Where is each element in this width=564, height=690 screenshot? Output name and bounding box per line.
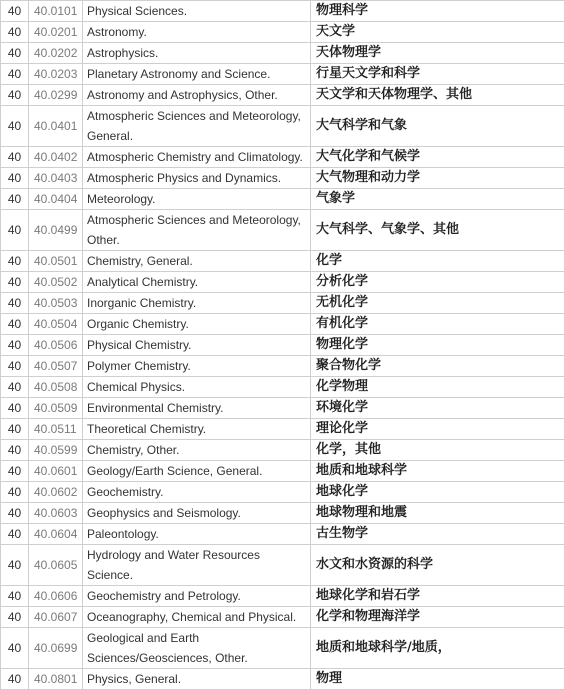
table-row <box>1 607 564 628</box>
code-cell: 40.0604 <box>29 524 83 545</box>
chinese-title-cell: 天文学和天体物理学、其他 <box>311 85 564 106</box>
code-cell: 40.0404 <box>29 189 83 210</box>
series-cell: 40 <box>1 147 29 168</box>
english-title-cell: Meteorology. <box>83 189 311 210</box>
english-title-cell: Chemistry, Other. <box>83 440 311 461</box>
chinese-title-cell: 行星天文学和科学 <box>311 64 564 85</box>
table-row <box>1 398 564 419</box>
table-row <box>1 168 564 189</box>
table-row <box>1 628 564 669</box>
table-row <box>1 356 564 377</box>
series-cell: 40 <box>1 356 29 377</box>
table-row <box>1 419 564 440</box>
chinese-title-cell: 大气科学和气象 <box>311 106 564 147</box>
chinese-title-cell: 化学，其他 <box>311 440 564 461</box>
series-cell: 40 <box>1 419 29 440</box>
code-cell: 40.0601 <box>29 461 83 482</box>
table-row <box>1 251 564 272</box>
chinese-title-cell: 大气物理和动力学 <box>311 168 564 189</box>
series-cell: 40 <box>1 85 29 106</box>
english-title-cell: Physics, General. <box>83 669 311 690</box>
table-row <box>1 545 564 586</box>
chinese-title-cell: 天体物理学 <box>311 43 564 64</box>
series-cell: 40 <box>1 628 29 669</box>
series-cell: 40 <box>1 545 29 586</box>
english-title-cell: Astronomy. <box>83 22 311 43</box>
chinese-title-cell: 地质和地球科学 <box>311 461 564 482</box>
code-cell: 40.0501 <box>29 251 83 272</box>
english-title-cell: Polymer Chemistry. <box>83 356 311 377</box>
chinese-title-cell: 大气化学和气候学 <box>311 147 564 168</box>
series-cell: 40 <box>1 22 29 43</box>
table-row <box>1 335 564 356</box>
code-cell: 40.0403 <box>29 168 83 189</box>
chinese-title-cell: 地质和地球科学/地质， <box>311 628 564 669</box>
code-cell: 40.0509 <box>29 398 83 419</box>
english-title-cell: Planetary Astronomy and Science. <box>83 64 311 85</box>
table-row <box>1 106 564 147</box>
table-row <box>1 293 564 314</box>
chinese-title-cell: 有机化学 <box>311 314 564 335</box>
english-title-cell: Geology/Earth Science, General. <box>83 461 311 482</box>
code-cell: 40.0504 <box>29 314 83 335</box>
series-cell: 40 <box>1 272 29 293</box>
chinese-title-cell: 化学和物理海洋学 <box>311 607 564 628</box>
series-cell: 40 <box>1 251 29 272</box>
series-cell: 40 <box>1 210 29 251</box>
chinese-title-cell: 地球物理和地震 <box>311 503 564 524</box>
series-cell: 40 <box>1 482 29 503</box>
chinese-title-cell: 化学物理 <box>311 377 564 398</box>
table-row <box>1 461 564 482</box>
code-cell: 40.0599 <box>29 440 83 461</box>
table-row <box>1 64 564 85</box>
english-title-cell: Astronomy and Astrophysics, Other. <box>83 85 311 106</box>
code-cell: 40.0699 <box>29 628 83 669</box>
english-title-cell: Physical Chemistry. <box>83 335 311 356</box>
chinese-title-cell: 地球化学 <box>311 482 564 503</box>
chinese-title-cell: 古生物学 <box>311 524 564 545</box>
code-cell: 40.0603 <box>29 503 83 524</box>
english-title-cell: Geochemistry. <box>83 482 311 503</box>
table-row <box>1 440 564 461</box>
series-cell: 40 <box>1 524 29 545</box>
english-title-cell: Physical Sciences. <box>83 1 311 22</box>
chinese-title-cell: 环境化学 <box>311 398 564 419</box>
english-title-cell: Inorganic Chemistry. <box>83 293 311 314</box>
table-row <box>1 1 564 22</box>
english-title-cell: Atmospheric Chemistry and Climatology. <box>83 147 311 168</box>
table-row <box>1 314 564 335</box>
code-cell: 40.0507 <box>29 356 83 377</box>
english-title-cell: Geophysics and Seismology. <box>83 503 311 524</box>
chinese-title-cell: 地球化学和岩石学 <box>311 586 564 607</box>
series-cell: 40 <box>1 461 29 482</box>
table-row <box>1 503 564 524</box>
series-cell: 40 <box>1 106 29 147</box>
code-cell: 40.0511 <box>29 419 83 440</box>
chinese-title-cell: 气象学 <box>311 189 564 210</box>
series-cell: 40 <box>1 43 29 64</box>
english-title-cell: Astrophysics. <box>83 43 311 64</box>
series-cell: 40 <box>1 607 29 628</box>
code-cell: 40.0401 <box>29 106 83 147</box>
table-row <box>1 482 564 503</box>
code-cell: 40.0299 <box>29 85 83 106</box>
english-title-cell: Atmospheric Physics and Dynamics. <box>83 168 311 189</box>
chinese-title-cell: 化学 <box>311 251 564 272</box>
table-row <box>1 586 564 607</box>
series-cell: 40 <box>1 503 29 524</box>
chinese-title-cell: 分析化学 <box>311 272 564 293</box>
code-cell: 40.0203 <box>29 64 83 85</box>
chinese-title-cell: 物理科学 <box>311 1 564 22</box>
chinese-title-cell: 水文和水资源的科学 <box>311 545 564 586</box>
series-cell: 40 <box>1 586 29 607</box>
table-row <box>1 669 564 690</box>
table-row <box>1 272 564 293</box>
english-title-cell: Analytical Chemistry. <box>83 272 311 293</box>
english-title-cell: Organic Chemistry. <box>83 314 311 335</box>
table-row <box>1 189 564 210</box>
code-cell: 40.0801 <box>29 669 83 690</box>
chinese-title-cell: 理论化学 <box>311 419 564 440</box>
chinese-title-cell: 无机化学 <box>311 293 564 314</box>
series-cell: 40 <box>1 168 29 189</box>
english-title-cell: Atmospheric Sciences and Meteorology, Other. <box>83 210 311 251</box>
english-title-cell: Hydrology and Water Resources Science. <box>83 545 311 586</box>
series-cell: 40 <box>1 64 29 85</box>
code-cell: 40.0606 <box>29 586 83 607</box>
table-row <box>1 147 564 168</box>
english-title-cell: Chemical Physics. <box>83 377 311 398</box>
table-row <box>1 85 564 106</box>
code-cell: 40.0402 <box>29 147 83 168</box>
series-cell: 40 <box>1 293 29 314</box>
table-row <box>1 210 564 251</box>
english-title-cell: Atmospheric Sciences and Meteorology, General. <box>83 106 311 147</box>
code-cell: 40.0503 <box>29 293 83 314</box>
english-title-cell: Paleontology. <box>83 524 311 545</box>
code-cell: 40.0502 <box>29 272 83 293</box>
chinese-title-cell: 聚合物化学 <box>311 356 564 377</box>
code-cell: 40.0508 <box>29 377 83 398</box>
series-cell: 40 <box>1 189 29 210</box>
chinese-title-cell: 大气科学、气象学、其他 <box>311 210 564 251</box>
code-cell: 40.0201 <box>29 22 83 43</box>
table-row <box>1 22 564 43</box>
english-title-cell: Environmental Chemistry. <box>83 398 311 419</box>
code-cell: 40.0607 <box>29 607 83 628</box>
series-cell: 40 <box>1 377 29 398</box>
english-title-cell: Theoretical Chemistry. <box>83 419 311 440</box>
code-cell: 40.0506 <box>29 335 83 356</box>
series-cell: 40 <box>1 1 29 22</box>
chinese-title-cell: 物理化学 <box>311 335 564 356</box>
table-row <box>1 377 564 398</box>
table-row <box>1 43 564 64</box>
code-cell: 40.0101 <box>29 1 83 22</box>
english-title-cell: Geological and Earth Sciences/Geosciences, Other. <box>83 628 311 669</box>
english-title-cell: Oceanography, Chemical and Physical. <box>83 607 311 628</box>
series-cell: 40 <box>1 669 29 690</box>
chinese-title-cell: 物理 <box>311 669 564 690</box>
program-table-body <box>1 1 564 690</box>
chinese-title-cell: 天文学 <box>311 22 564 43</box>
code-cell: 40.0499 <box>29 210 83 251</box>
series-cell: 40 <box>1 440 29 461</box>
series-cell: 40 <box>1 398 29 419</box>
series-cell: 40 <box>1 314 29 335</box>
english-title-cell: Geochemistry and Petrology. <box>83 586 311 607</box>
code-cell: 40.0602 <box>29 482 83 503</box>
series-cell: 40 <box>1 335 29 356</box>
code-cell: 40.0202 <box>29 43 83 64</box>
english-title-cell: Chemistry, General. <box>83 251 311 272</box>
table-row <box>1 524 564 545</box>
code-cell: 40.0605 <box>29 545 83 586</box>
